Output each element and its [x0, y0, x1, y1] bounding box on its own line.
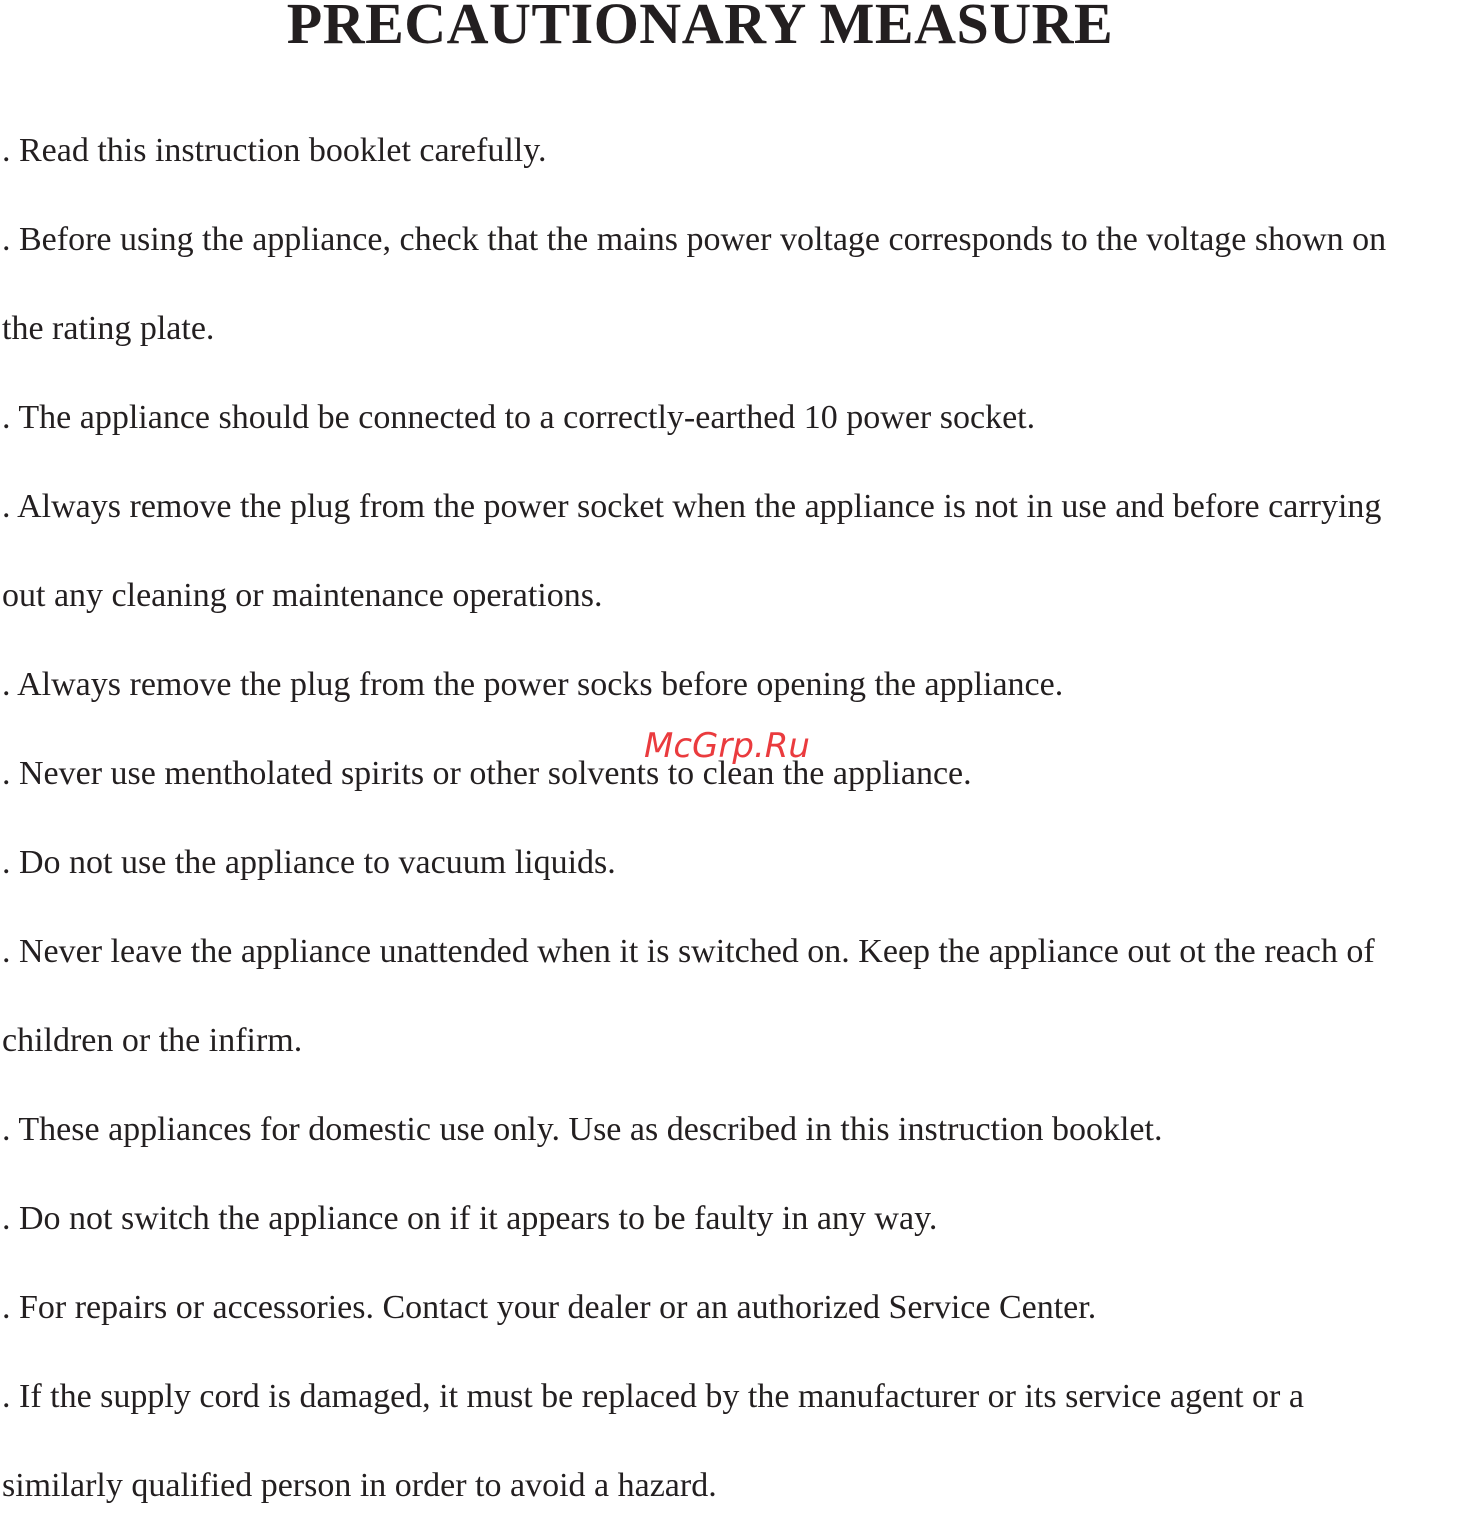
text-line-14: . For repairs or accessories. Contact your dealer or an authorized Service Center. [2, 1289, 1097, 1326]
text-line-8: . Never use mentholated spirits or other solvents to clean the appliance. [2, 755, 972, 792]
text-line-10: . Never leave the appliance unattended when it is switched on. Keep the appliance out ot the reach of [2, 933, 1375, 970]
text-line-3: the rating plate. [2, 310, 215, 347]
text-line-4: . The appliance should be connected to a correctly-earthed 10 power socket. [2, 399, 1036, 436]
text-line-11: children or the infirm. [2, 1022, 303, 1059]
text-line-13: . Do not switch the appliance on if it appears to be faulty in any way. [2, 1200, 938, 1237]
watermark-text: McGrp.Ru [644, 726, 810, 766]
text-line-5: . Always remove the plug from the power socket when the appliance is not in use and before carrying [2, 488, 1382, 525]
page-title: PRECAUTIONARY MEASURE [286, 0, 1114, 56]
text-line-16: similarly qualified person in order to avoid a hazard. [2, 1467, 717, 1504]
text-line-15: . If the supply cord is damaged, it must be replaced by the manufacturer or its service agent or a [2, 1378, 1304, 1415]
text-line-2: . Before using the appliance, check that the mains power voltage corresponds to the voltage shown on [2, 221, 1387, 258]
text-line-6: out any cleaning or maintenance operations. [2, 577, 603, 614]
precaution-list [2, 106, 1468, 1530]
text-line-9: . Do not use the appliance to vacuum liquids. [2, 844, 616, 881]
text-line-1: . Read this instruction booklet carefully. [2, 132, 547, 169]
text-line-12: . These appliances for domestic use only. Use as described in this instruction booklet. [2, 1111, 1163, 1148]
text-line-7: . Always remove the plug from the power socks before opening the appliance. [2, 666, 1064, 703]
